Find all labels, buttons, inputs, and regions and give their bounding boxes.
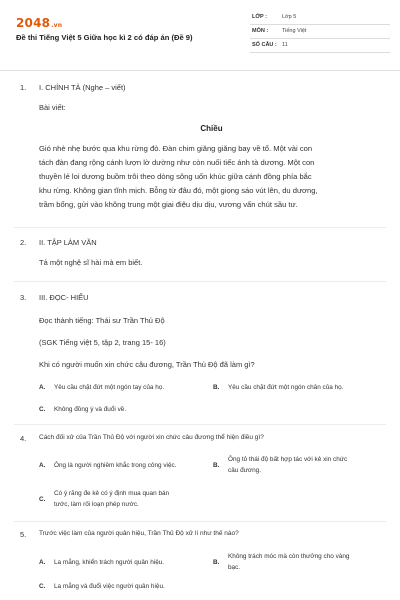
- passage-line: khu rừng. Không gian tĩnh mịch. Bỗng từ đâu đó, một giọng sáo vút lên, du dương,: [39, 186, 318, 195]
- passage-line: trầm bổng, gửi vào không trung một giai điệu dịu dịu, vương vấn chút sầu tư.: [39, 200, 298, 209]
- header-divider: [0, 70, 400, 71]
- question-number: 3.: [20, 293, 27, 302]
- passage-line: tách đàn đang rộng cánh lượn lờ dường như còn nuối tiếc ánh tà dương. Một con: [39, 158, 315, 167]
- meta-key: MÔN :: [252, 28, 269, 34]
- question-number: 5.: [20, 530, 27, 539]
- option-letter: C.: [39, 496, 46, 503]
- question-number: 1.: [20, 83, 27, 92]
- passage-text: [39, 142, 384, 212]
- option-a[interactable]: [39, 382, 209, 393]
- question-text: Cách đối xử của Trần Thủ Độ với người xin chức câu đương thể hiện điều gì?: [39, 434, 264, 441]
- option-letter: B.: [213, 559, 220, 566]
- meta-value: 11: [282, 42, 288, 48]
- option-letter: A.: [39, 462, 46, 469]
- option-letter: A.: [39, 559, 46, 566]
- option-text: Ông là người nghiêm khắc trong công việc.: [54, 462, 177, 469]
- option-text: Ông tỏ thái độ bất hợp tác với kẻ xin chức: [228, 456, 348, 463]
- logo-sub: .vn: [51, 22, 63, 29]
- question-title: II. TẬP LÀM VĂN: [39, 238, 97, 247]
- option-letter: C.: [39, 406, 46, 413]
- section-divider: [14, 424, 386, 425]
- option-text: Yêu cầu chặt đứt một ngón chân của họ.: [228, 384, 344, 391]
- passage-line: thuyền lẻ loi dương buồm trôi theo dòng sông uốn khúc giữa cánh đồng phía bắc: [39, 172, 312, 181]
- option-c[interactable]: [39, 581, 209, 592]
- question-text: Trước việc làm của người quân hiệu, Trần Thủ Độ xử lí như thế nào?: [39, 530, 239, 537]
- passage-title: Chiều: [200, 124, 223, 133]
- option-letter: C.: [39, 583, 46, 590]
- meta-row-count: [250, 39, 390, 53]
- question-text: Khi có người muốn xin chức câu đương, Trần Thủ Độ đã làm gì?: [39, 360, 255, 369]
- option-letter: A.: [39, 384, 46, 391]
- option-b[interactable]: [213, 454, 388, 476]
- question-number: 4.: [20, 434, 27, 443]
- section-divider: [14, 521, 386, 522]
- option-text: Không đồng ý và đuổi về.: [54, 406, 127, 413]
- option-b[interactable]: [213, 551, 388, 573]
- reading-source: (SGK Tiếng việt 5, tập 2, trang 15- 16): [39, 338, 166, 347]
- option-b[interactable]: [213, 382, 388, 393]
- option-letter: B.: [213, 462, 220, 469]
- meta-row-class: [250, 11, 390, 25]
- meta-row-subject: [250, 25, 390, 39]
- question-title: I. CHÍNH TẢ (Nghe – viết): [39, 83, 126, 92]
- question-number: 2.: [20, 238, 27, 247]
- reading-title: Đọc thành tiếng: Thái sư Trần Thủ Độ: [39, 316, 165, 325]
- option-text: bạc.: [228, 564, 241, 571]
- meta-key: SỐ CÂU :: [252, 42, 277, 48]
- option-text: Yêu cầu chặt đứt một ngón tay của họ.: [54, 384, 165, 391]
- option-text: La mắng, khiển trách người quân hiệu.: [54, 559, 165, 566]
- option-c[interactable]: [39, 404, 209, 415]
- option-text: Có ý răng đe kẻ có ý định mua quan bán: [54, 490, 170, 497]
- option-text: tước, làm rối loạn phép nước.: [54, 501, 139, 508]
- site-logo[interactable]: [16, 16, 62, 30]
- option-text: Không trách móc mà còn thưởng cho vàng: [228, 553, 350, 560]
- page-header: [0, 0, 400, 72]
- question-title: III. ĐỌC- HIỂU: [39, 293, 89, 302]
- option-a[interactable]: [39, 460, 209, 471]
- exam-title: Đề thi Tiếng Việt 5 Giữa học kì 2 có đáp án (Đề 9): [16, 33, 193, 42]
- option-text: La mắng và đuổi việc người quân hiệu.: [54, 583, 165, 590]
- option-c[interactable]: [39, 488, 209, 510]
- option-text: câu đương.: [228, 467, 261, 474]
- option-a[interactable]: [39, 557, 209, 568]
- section-divider: [14, 281, 386, 282]
- meta-key: LỚP :: [252, 14, 267, 20]
- meta-value: Tiếng Việt: [282, 28, 307, 34]
- logo-main: 2048: [16, 16, 51, 30]
- meta-table: [250, 11, 390, 53]
- passage-intro: Bài viết:: [39, 103, 66, 112]
- question-prompt: Tả một nghệ sĩ hài mà em biết.: [39, 258, 143, 267]
- passage-line: Gió nhè nhẹ bước qua khu rừng đỏ. Đàn chim giăng giăng bay về tổ. Một vài con: [39, 144, 313, 153]
- section-divider: [14, 227, 386, 228]
- option-letter: B.: [213, 384, 220, 391]
- meta-value: Lớp 5: [282, 14, 297, 20]
